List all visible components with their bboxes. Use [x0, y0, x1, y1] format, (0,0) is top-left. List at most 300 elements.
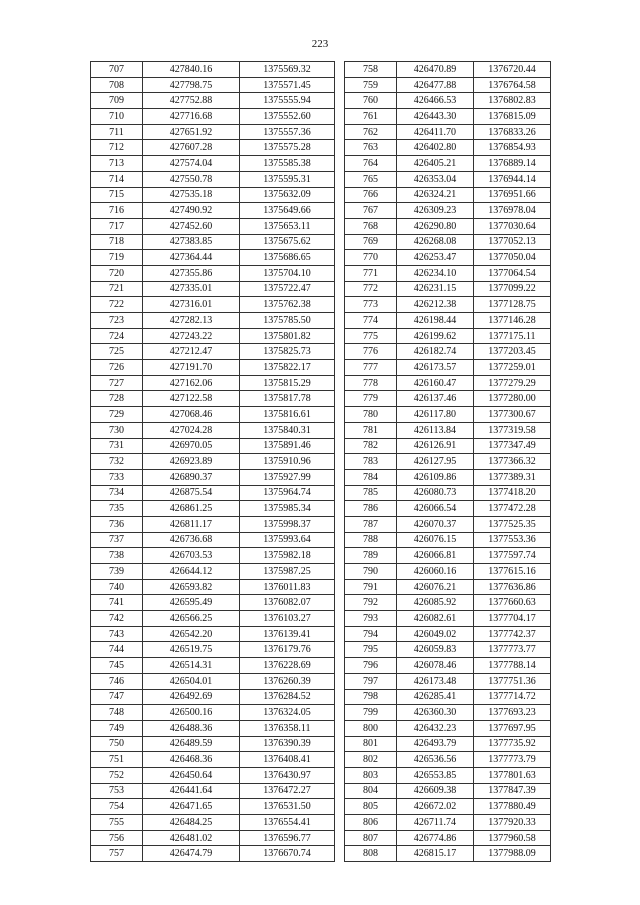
point-number-cell: 746	[91, 673, 143, 689]
table-row	[91, 407, 335, 423]
point-number-cell: 795	[345, 642, 397, 658]
point-number-cell: 776	[345, 344, 397, 360]
x-coordinate-cell: 426736.68	[143, 532, 240, 548]
point-number-cell: 779	[345, 391, 397, 407]
x-coordinate-cell: 427191.70	[143, 360, 240, 376]
x-coordinate-cell: 426466.53	[397, 93, 474, 109]
x-coordinate-cell: 427550.78	[143, 171, 240, 187]
point-number-cell: 794	[345, 626, 397, 642]
x-coordinate-cell: 427651.92	[143, 124, 240, 140]
x-coordinate-cell: 426470.89	[397, 62, 474, 78]
coordinates-table-left	[90, 61, 335, 862]
point-number-cell: 767	[345, 203, 397, 219]
table-body-left	[91, 62, 335, 862]
y-coordinate-cell: 1375649.66	[240, 203, 335, 219]
point-number-cell: 802	[345, 752, 397, 768]
x-coordinate-cell: 426109.86	[397, 469, 474, 485]
table-row	[345, 767, 551, 783]
table-row	[345, 626, 551, 642]
point-number-cell: 749	[91, 720, 143, 736]
point-number-cell: 808	[345, 846, 397, 862]
x-coordinate-cell: 426411.70	[397, 124, 474, 140]
table-row	[91, 391, 335, 407]
point-number-cell: 792	[345, 595, 397, 611]
y-coordinate-cell: 1376228.69	[240, 658, 335, 674]
point-number-cell: 714	[91, 171, 143, 187]
point-number-cell: 800	[345, 720, 397, 736]
table-row	[345, 454, 551, 470]
y-coordinate-cell: 1377030.64	[474, 218, 551, 234]
y-coordinate-cell: 1376764.58	[474, 77, 551, 93]
point-number-cell: 787	[345, 516, 397, 532]
table-row	[91, 595, 335, 611]
x-coordinate-cell: 426875.54	[143, 485, 240, 501]
y-coordinate-cell: 1376815.09	[474, 109, 551, 125]
y-coordinate-cell: 1375686.65	[240, 250, 335, 266]
x-coordinate-cell: 426504.01	[143, 673, 240, 689]
table-row	[345, 783, 551, 799]
table-row	[345, 799, 551, 815]
y-coordinate-cell: 1376951.66	[474, 187, 551, 203]
table-row	[91, 140, 335, 156]
x-coordinate-cell: 426703.53	[143, 548, 240, 564]
x-coordinate-cell: 426441.64	[143, 783, 240, 799]
x-coordinate-cell: 426644.12	[143, 564, 240, 580]
table-row	[345, 250, 551, 266]
point-number-cell: 785	[345, 485, 397, 501]
table-row	[345, 422, 551, 438]
y-coordinate-cell: 1376284.52	[240, 689, 335, 705]
x-coordinate-cell: 426815.17	[397, 846, 474, 862]
table-row	[345, 234, 551, 250]
x-coordinate-cell: 427716.68	[143, 109, 240, 125]
x-coordinate-cell: 426970.05	[143, 438, 240, 454]
point-number-cell: 756	[91, 830, 143, 846]
table-row	[345, 501, 551, 517]
x-coordinate-cell: 427162.06	[143, 375, 240, 391]
table-row	[91, 281, 335, 297]
table-row	[91, 705, 335, 721]
point-number-cell: 775	[345, 328, 397, 344]
point-number-cell: 739	[91, 564, 143, 580]
x-coordinate-cell: 426536.56	[397, 752, 474, 768]
y-coordinate-cell: 1377319.58	[474, 422, 551, 438]
point-number-cell: 758	[345, 62, 397, 78]
y-coordinate-cell: 1375555.94	[240, 93, 335, 109]
point-number-cell: 709	[91, 93, 143, 109]
x-coordinate-cell: 427316.01	[143, 297, 240, 313]
table-row	[345, 815, 551, 831]
point-number-cell: 769	[345, 234, 397, 250]
table-row	[345, 846, 551, 862]
point-number-cell: 734	[91, 485, 143, 501]
table-row	[91, 736, 335, 752]
y-coordinate-cell: 1375557.36	[240, 124, 335, 140]
x-coordinate-cell: 426489.59	[143, 736, 240, 752]
y-coordinate-cell: 1376889.14	[474, 156, 551, 172]
x-coordinate-cell: 426268.08	[397, 234, 474, 250]
x-coordinate-cell: 427355.86	[143, 265, 240, 281]
y-coordinate-cell: 1375575.28	[240, 140, 335, 156]
y-coordinate-cell: 1375595.31	[240, 171, 335, 187]
table-row	[91, 360, 335, 376]
point-number-cell: 761	[345, 109, 397, 125]
point-number-cell: 768	[345, 218, 397, 234]
y-coordinate-cell: 1376408.41	[240, 752, 335, 768]
table-row	[91, 187, 335, 203]
x-coordinate-cell: 427335.01	[143, 281, 240, 297]
point-number-cell: 733	[91, 469, 143, 485]
y-coordinate-cell: 1376179.76	[240, 642, 335, 658]
table-row	[91, 799, 335, 815]
y-coordinate-cell: 1375571.45	[240, 77, 335, 93]
point-number-cell: 798	[345, 689, 397, 705]
x-coordinate-cell: 426861.25	[143, 501, 240, 517]
point-number-cell: 757	[91, 846, 143, 862]
table-row	[91, 313, 335, 329]
y-coordinate-cell: 1377175.11	[474, 328, 551, 344]
table-row	[91, 62, 335, 78]
table-row	[345, 611, 551, 627]
y-coordinate-cell: 1376430.97	[240, 767, 335, 783]
table-row	[91, 689, 335, 705]
y-coordinate-cell: 1377279.29	[474, 375, 551, 391]
table-row	[91, 564, 335, 580]
y-coordinate-cell: 1377704.17	[474, 611, 551, 627]
table-row	[345, 658, 551, 674]
table-row	[345, 156, 551, 172]
point-number-cell: 748	[91, 705, 143, 721]
point-number-cell: 710	[91, 109, 143, 125]
table-row	[345, 705, 551, 721]
y-coordinate-cell: 1377735.92	[474, 736, 551, 752]
table-row	[345, 642, 551, 658]
y-coordinate-cell: 1377697.95	[474, 720, 551, 736]
x-coordinate-cell: 427452.60	[143, 218, 240, 234]
table-row	[91, 673, 335, 689]
point-number-cell: 772	[345, 281, 397, 297]
point-number-cell: 755	[91, 815, 143, 831]
point-number-cell: 780	[345, 407, 397, 423]
x-coordinate-cell: 426481.02	[143, 830, 240, 846]
y-coordinate-cell: 1377099.22	[474, 281, 551, 297]
point-number-cell: 715	[91, 187, 143, 203]
x-coordinate-cell: 426253.47	[397, 250, 474, 266]
table-row	[91, 203, 335, 219]
y-coordinate-cell: 1376833.26	[474, 124, 551, 140]
point-number-cell: 799	[345, 705, 397, 721]
table-body-right	[345, 62, 551, 862]
y-coordinate-cell: 1377788.14	[474, 658, 551, 674]
y-coordinate-cell: 1377742.37	[474, 626, 551, 642]
point-number-cell: 778	[345, 375, 397, 391]
point-number-cell: 740	[91, 579, 143, 595]
point-number-cell: 738	[91, 548, 143, 564]
x-coordinate-cell: 426085.92	[397, 595, 474, 611]
table-row	[91, 815, 335, 831]
point-number-cell: 707	[91, 62, 143, 78]
table-row	[345, 218, 551, 234]
point-number-cell: 750	[91, 736, 143, 752]
y-coordinate-cell: 1377988.09	[474, 846, 551, 862]
table-row	[345, 124, 551, 140]
x-coordinate-cell: 426198.44	[397, 313, 474, 329]
table-row	[345, 344, 551, 360]
y-coordinate-cell: 1377553.36	[474, 532, 551, 548]
y-coordinate-cell: 1376260.39	[240, 673, 335, 689]
y-coordinate-cell: 1377418.20	[474, 485, 551, 501]
table-row	[345, 532, 551, 548]
point-number-cell: 771	[345, 265, 397, 281]
point-number-cell: 732	[91, 454, 143, 470]
point-number-cell: 745	[91, 658, 143, 674]
y-coordinate-cell: 1375785.50	[240, 313, 335, 329]
y-coordinate-cell: 1375964.74	[240, 485, 335, 501]
x-coordinate-cell: 426443.30	[397, 109, 474, 125]
point-number-cell: 788	[345, 532, 397, 548]
table-row	[91, 344, 335, 360]
y-coordinate-cell: 1377389.31	[474, 469, 551, 485]
y-coordinate-cell: 1376472.27	[240, 783, 335, 799]
point-number-cell: 804	[345, 783, 397, 799]
table-row	[345, 391, 551, 407]
point-number-cell: 716	[91, 203, 143, 219]
point-number-cell: 728	[91, 391, 143, 407]
x-coordinate-cell: 426774.86	[397, 830, 474, 846]
table-row	[345, 579, 551, 595]
y-coordinate-cell: 1377525.35	[474, 516, 551, 532]
page-number: 223	[311, 38, 329, 50]
table-row	[91, 469, 335, 485]
y-coordinate-cell: 1376554.41	[240, 815, 335, 831]
y-coordinate-cell: 1376139.41	[240, 626, 335, 642]
point-number-cell: 741	[91, 595, 143, 611]
x-coordinate-cell: 426076.21	[397, 579, 474, 595]
x-coordinate-cell: 426182.74	[397, 344, 474, 360]
x-coordinate-cell: 426049.02	[397, 626, 474, 642]
y-coordinate-cell: 1377050.04	[474, 250, 551, 266]
x-coordinate-cell: 426076.15	[397, 532, 474, 548]
table-row	[91, 532, 335, 548]
x-coordinate-cell: 426811.17	[143, 516, 240, 532]
x-coordinate-cell: 427840.16	[143, 62, 240, 78]
table-row	[345, 689, 551, 705]
table-row	[345, 736, 551, 752]
point-number-cell: 789	[345, 548, 397, 564]
y-coordinate-cell: 1375815.29	[240, 375, 335, 391]
y-coordinate-cell: 1377751.36	[474, 673, 551, 689]
point-number-cell: 762	[345, 124, 397, 140]
x-coordinate-cell: 426160.47	[397, 375, 474, 391]
point-number-cell: 765	[345, 171, 397, 187]
table-row	[345, 485, 551, 501]
table-row	[345, 203, 551, 219]
x-coordinate-cell: 426566.25	[143, 611, 240, 627]
point-number-cell: 796	[345, 658, 397, 674]
table-row	[91, 767, 335, 783]
x-coordinate-cell: 426173.57	[397, 360, 474, 376]
x-coordinate-cell: 426070.37	[397, 516, 474, 532]
y-coordinate-cell: 1375675.62	[240, 234, 335, 250]
x-coordinate-cell: 426471.65	[143, 799, 240, 815]
point-number-cell: 805	[345, 799, 397, 815]
y-coordinate-cell: 1376720.44	[474, 62, 551, 78]
y-coordinate-cell: 1375704.10	[240, 265, 335, 281]
x-coordinate-cell: 427024.28	[143, 422, 240, 438]
point-number-cell: 784	[345, 469, 397, 485]
table-row	[91, 77, 335, 93]
x-coordinate-cell: 426474.79	[143, 846, 240, 862]
x-coordinate-cell: 426126.91	[397, 438, 474, 454]
y-coordinate-cell: 1375840.31	[240, 422, 335, 438]
x-coordinate-cell: 427364.44	[143, 250, 240, 266]
y-coordinate-cell: 1375653.11	[240, 218, 335, 234]
point-number-cell: 726	[91, 360, 143, 376]
table-row	[345, 469, 551, 485]
point-number-cell: 807	[345, 830, 397, 846]
x-coordinate-cell: 427212.47	[143, 344, 240, 360]
x-coordinate-cell: 426672.02	[397, 799, 474, 815]
table-row	[91, 830, 335, 846]
x-coordinate-cell: 426553.85	[397, 767, 474, 783]
point-number-cell: 719	[91, 250, 143, 266]
x-coordinate-cell: 426484.25	[143, 815, 240, 831]
point-number-cell: 764	[345, 156, 397, 172]
y-coordinate-cell: 1376082.07	[240, 595, 335, 611]
table-row	[345, 720, 551, 736]
coordinates-table-right	[344, 61, 551, 862]
point-number-cell: 797	[345, 673, 397, 689]
point-number-cell: 760	[345, 93, 397, 109]
y-coordinate-cell: 1377366.32	[474, 454, 551, 470]
table-row	[345, 830, 551, 846]
point-number-cell: 730	[91, 422, 143, 438]
y-coordinate-cell: 1375569.32	[240, 62, 335, 78]
table-row	[345, 297, 551, 313]
table-row	[345, 187, 551, 203]
y-coordinate-cell: 1377472.28	[474, 501, 551, 517]
point-number-cell: 729	[91, 407, 143, 423]
point-number-cell: 747	[91, 689, 143, 705]
x-coordinate-cell: 426542.20	[143, 626, 240, 642]
y-coordinate-cell: 1377636.86	[474, 579, 551, 595]
y-coordinate-cell: 1375891.46	[240, 438, 335, 454]
table-row	[345, 281, 551, 297]
table-row	[91, 846, 335, 862]
point-number-cell: 781	[345, 422, 397, 438]
x-coordinate-cell: 426488.36	[143, 720, 240, 736]
y-coordinate-cell: 1377597.74	[474, 548, 551, 564]
y-coordinate-cell: 1377146.28	[474, 313, 551, 329]
table-row	[345, 516, 551, 532]
point-number-cell: 725	[91, 344, 143, 360]
table-row	[91, 328, 335, 344]
point-number-cell: 803	[345, 767, 397, 783]
table-row	[91, 234, 335, 250]
point-number-cell: 786	[345, 501, 397, 517]
y-coordinate-cell: 1377920.33	[474, 815, 551, 831]
table-row	[91, 579, 335, 595]
point-number-cell: 723	[91, 313, 143, 329]
y-coordinate-cell: 1377714.72	[474, 689, 551, 705]
y-coordinate-cell: 1377300.67	[474, 407, 551, 423]
y-coordinate-cell: 1376103.27	[240, 611, 335, 627]
x-coordinate-cell: 426066.54	[397, 501, 474, 517]
table-row	[345, 109, 551, 125]
x-coordinate-cell: 426711.74	[397, 815, 474, 831]
x-coordinate-cell: 426492.69	[143, 689, 240, 705]
table-row	[91, 752, 335, 768]
y-coordinate-cell: 1376978.04	[474, 203, 551, 219]
y-coordinate-cell: 1376531.50	[240, 799, 335, 815]
x-coordinate-cell: 426199.62	[397, 328, 474, 344]
point-number-cell: 763	[345, 140, 397, 156]
table-row	[91, 297, 335, 313]
point-number-cell: 801	[345, 736, 397, 752]
y-coordinate-cell: 1377773.79	[474, 752, 551, 768]
x-coordinate-cell: 426324.21	[397, 187, 474, 203]
y-coordinate-cell: 1377801.63	[474, 767, 551, 783]
point-number-cell: 790	[345, 564, 397, 580]
y-coordinate-cell: 1375825.73	[240, 344, 335, 360]
y-coordinate-cell: 1376944.14	[474, 171, 551, 187]
table-row	[91, 422, 335, 438]
table-row	[91, 156, 335, 172]
x-coordinate-cell: 426212.38	[397, 297, 474, 313]
x-coordinate-cell: 426290.80	[397, 218, 474, 234]
point-number-cell: 754	[91, 799, 143, 815]
y-coordinate-cell: 1375552.60	[240, 109, 335, 125]
y-coordinate-cell: 1377880.49	[474, 799, 551, 815]
point-number-cell: 752	[91, 767, 143, 783]
table-row	[91, 218, 335, 234]
y-coordinate-cell: 1377064.54	[474, 265, 551, 281]
table-row	[91, 250, 335, 266]
y-coordinate-cell: 1375817.78	[240, 391, 335, 407]
table-row	[345, 62, 551, 78]
y-coordinate-cell: 1375822.17	[240, 360, 335, 376]
point-number-cell: 727	[91, 375, 143, 391]
y-coordinate-cell: 1375910.96	[240, 454, 335, 470]
x-coordinate-cell: 426113.84	[397, 422, 474, 438]
x-coordinate-cell: 426609.38	[397, 783, 474, 799]
x-coordinate-cell: 426234.10	[397, 265, 474, 281]
y-coordinate-cell: 1377660.63	[474, 595, 551, 611]
table-row	[91, 642, 335, 658]
x-coordinate-cell: 427574.04	[143, 156, 240, 172]
point-number-cell: 743	[91, 626, 143, 642]
x-coordinate-cell: 426519.75	[143, 642, 240, 658]
y-coordinate-cell: 1377347.49	[474, 438, 551, 454]
table-row	[91, 171, 335, 187]
x-coordinate-cell: 427798.75	[143, 77, 240, 93]
x-coordinate-cell: 426078.46	[397, 658, 474, 674]
y-coordinate-cell: 1376596.77	[240, 830, 335, 846]
point-number-cell: 742	[91, 611, 143, 627]
table-row	[91, 658, 335, 674]
point-number-cell: 791	[345, 579, 397, 595]
x-coordinate-cell: 426117.80	[397, 407, 474, 423]
point-number-cell: 753	[91, 783, 143, 799]
point-number-cell: 711	[91, 124, 143, 140]
table-row	[345, 328, 551, 344]
point-number-cell: 773	[345, 297, 397, 313]
table-row	[345, 407, 551, 423]
y-coordinate-cell: 1375632.09	[240, 187, 335, 203]
y-coordinate-cell: 1375998.37	[240, 516, 335, 532]
table-row	[345, 77, 551, 93]
point-number-cell: 722	[91, 297, 143, 313]
